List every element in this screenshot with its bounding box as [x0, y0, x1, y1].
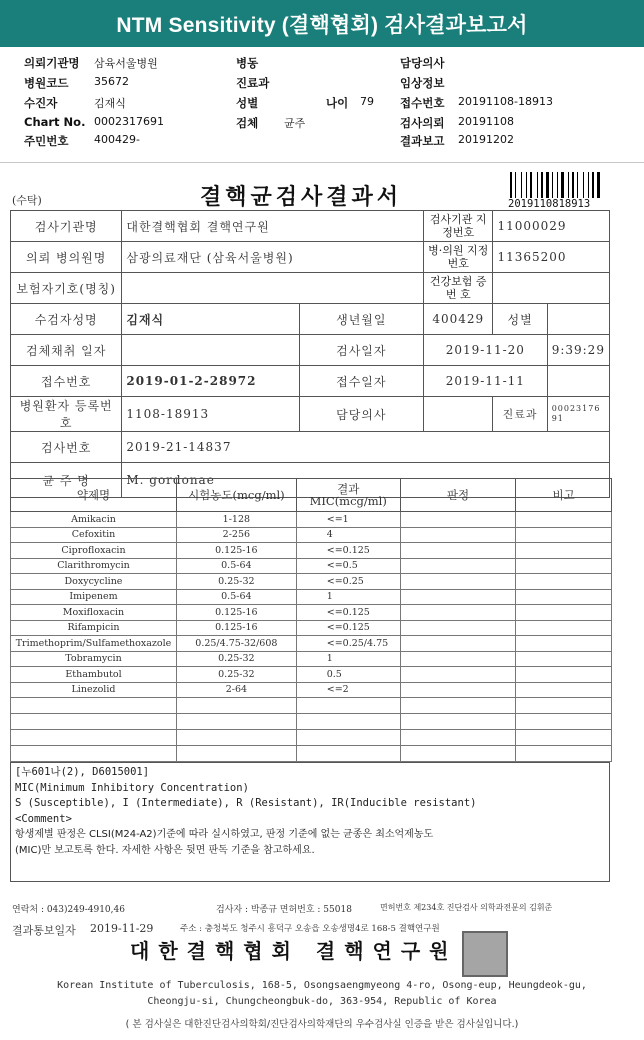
- drug-name: Ethambutol: [11, 667, 177, 683]
- barcode-bar: [541, 172, 543, 198]
- barcode-bar: [575, 172, 576, 198]
- empty-cell: [400, 698, 516, 714]
- empty-cell: [516, 730, 612, 746]
- drug-interpretation: [400, 512, 516, 528]
- drug-mic: <=0.125: [296, 543, 400, 559]
- drug-name: Tobramycin: [11, 651, 177, 667]
- barcode-bar: [528, 172, 529, 198]
- barcode-bar: [565, 172, 567, 198]
- drug-mic: 1: [296, 651, 400, 667]
- comment-text-1: 항생제별 판정은 CLSI(M24-A2)기준에 따라 실시하였고, 판정 기준에 없는 균종은 최소억제농도: [15, 829, 434, 840]
- barcode-bar: [526, 172, 527, 198]
- value-resident-no: 400429-: [94, 133, 140, 146]
- label-request-date: 검사의뢰: [400, 116, 445, 130]
- empty-cell: [176, 730, 296, 746]
- value-test-time: 9:39:29: [547, 335, 609, 366]
- drug-remarks: [516, 667, 612, 683]
- comment-mic: MIC(Minimum Inhibitory Concentration): [15, 781, 249, 794]
- drug-remarks: [516, 636, 612, 652]
- value-chart-no: 0002317691: [94, 115, 164, 128]
- label-chart-no: Chart No.: [24, 115, 86, 129]
- value-hospital: 삼광의료재단 (삼육서울병원): [122, 242, 424, 273]
- footer-contact: 연락처 : 043)249-4910,46: [12, 905, 125, 915]
- barcode-bar: [568, 172, 569, 198]
- footer-address-kr: 주소 : 충청북도 청주시 흥덕구 오송읍 오송생명4로 168-5 결핵연구원: [180, 924, 440, 934]
- barcode-number: 2019110818913: [508, 198, 591, 210]
- document-title: 결핵균검사결과서: [200, 184, 403, 210]
- table-row: [11, 667, 612, 683]
- drug-mic: <=0.5: [296, 558, 400, 574]
- header-drug: 약제명: [11, 479, 177, 512]
- label-receipt-no: 접수번호: [400, 96, 445, 110]
- label-registration-no: 병원환자 등록번호: [11, 397, 122, 432]
- comment-legend: S (Susceptible), I (Intermediate), R (Resistant), IR(Inducible resistant): [15, 797, 477, 809]
- label-department: 진료과: [236, 76, 270, 90]
- value-receipt-date: 2019-11-11: [423, 366, 547, 397]
- barcode-bar: [533, 172, 536, 198]
- drug-mic: 4: [296, 527, 400, 543]
- label-sex-report: 성별: [493, 304, 547, 335]
- label-receipt-number: 접수번호: [11, 366, 122, 397]
- empty-cell: [11, 714, 177, 730]
- value-institution: 삼육서울병원: [94, 57, 158, 70]
- value-patient: 김재식: [94, 97, 126, 110]
- header-result-line1: 결과: [337, 482, 360, 496]
- table-row: [11, 543, 612, 559]
- drug-interpretation: [400, 651, 516, 667]
- footer-tester: 검사자 : 박종규 면허번호 : 55018: [216, 905, 352, 915]
- drug-concentration: 0.25-32: [176, 667, 296, 683]
- drug-name: Moxifloxacin: [11, 605, 177, 621]
- label-institution: 의뢰기관명: [24, 56, 80, 70]
- organization-name: 대한결핵협회 결핵연구원: [130, 939, 458, 963]
- drug-name: Ciprofloxacin: [11, 543, 177, 559]
- footer-report-date: 2019-11-29: [90, 922, 154, 935]
- drug-mic: 1: [296, 589, 400, 605]
- label-age: 나이: [326, 96, 349, 110]
- drug-interpretation: [400, 620, 516, 636]
- barcode-bar: [557, 172, 558, 198]
- drug-concentration: 0.25/4.75-32/608: [176, 636, 296, 652]
- barcode-bar: [515, 172, 516, 198]
- label-sex: 성별: [236, 96, 259, 110]
- label-hospital-code: 병원코드: [24, 76, 69, 90]
- header-result-line2: MIC(mcg/ml): [309, 494, 387, 508]
- barcode-bar: [530, 172, 532, 198]
- barcode-bar: [521, 172, 522, 198]
- table-row-empty: [11, 714, 612, 730]
- drug-interpretation: [400, 605, 516, 621]
- value-test-date: 2019-11-20: [423, 335, 547, 366]
- barcode-bar: [510, 172, 512, 198]
- label-test-org-no: 검사기관 지정번호: [423, 211, 493, 242]
- drug-name: Imipenem: [11, 589, 177, 605]
- table-row: [11, 512, 612, 528]
- empty-cell: [176, 746, 296, 762]
- scanned-report: [0, 166, 644, 1040]
- label-insurer: 보험자기호(명칭): [11, 273, 122, 304]
- drug-remarks: [516, 620, 612, 636]
- value-examinee: 김재식: [122, 304, 299, 335]
- value-birth: 400429: [423, 304, 493, 335]
- label-test-org: 검사기관명: [11, 211, 122, 242]
- header-interpretation: 판정: [400, 479, 516, 512]
- official-seal: [462, 931, 508, 977]
- barcode-bar: [590, 172, 591, 198]
- certification-note: ( 본 검사실은 대한진단검사의학회/진단검사의학재단의 우수검사실 인증을 받은 검사실입니다.): [125, 1019, 519, 1030]
- value-dept-line2: 91: [551, 414, 564, 423]
- empty-cell: [516, 698, 612, 714]
- barcode-bar: [537, 172, 538, 198]
- drug-interpretation: [400, 636, 516, 652]
- consignment-tag: (수탁): [12, 194, 42, 207]
- table-row: [11, 651, 612, 667]
- empty-cell: [11, 746, 177, 762]
- barcode-bar: [570, 172, 571, 198]
- table-row-empty: [11, 698, 612, 714]
- barcode-bar: [595, 172, 596, 198]
- drug-remarks: [516, 589, 612, 605]
- value-receipt-no: 20191108-18913: [458, 95, 553, 108]
- value-test-number: 2019-21-14837: [122, 432, 610, 463]
- barcode-bar: [585, 172, 587, 198]
- label-receipt-date: 접수일자: [299, 366, 423, 397]
- barcode-bar: [597, 172, 600, 198]
- empty-cell: [516, 714, 612, 730]
- barcode-bar: [513, 172, 514, 198]
- label-doctor: 담당의사: [400, 56, 445, 70]
- value-sex-report: [547, 304, 609, 335]
- value-registration-no: 1108-18913: [122, 397, 299, 432]
- drug-remarks: [516, 574, 612, 590]
- drug-remarks: [516, 558, 612, 574]
- barcode-bar: [588, 172, 589, 198]
- empty-cell: [296, 714, 400, 730]
- table-row: [11, 636, 612, 652]
- empty-cell: [296, 746, 400, 762]
- label-resident-no: 주민번호: [24, 134, 69, 148]
- drug-name: Amikacin: [11, 512, 177, 528]
- drug-interpretation: [400, 527, 516, 543]
- drug-concentration: 2-64: [176, 682, 296, 698]
- report-title: NTM Sensitivity (결핵협회) 검사결과보고서: [116, 13, 528, 37]
- label-insurance-no: 건강보험 증 번 호: [423, 273, 493, 304]
- drug-interpretation: [400, 589, 516, 605]
- empty-cell: [400, 714, 516, 730]
- drug-concentration: 0.25-32: [176, 574, 296, 590]
- drug-name: Doxycycline: [11, 574, 177, 590]
- value-test-org: 대한결핵협회 결핵연구원: [122, 211, 424, 242]
- label-strain: 균 주 명: [11, 463, 122, 498]
- value-collect-date: [122, 335, 299, 366]
- value-manager: [423, 397, 493, 432]
- drug-mic: <=0.25/4.75: [296, 636, 400, 652]
- address-en-line2: Cheongju-si, Chungcheongbuk-do, 363-954, Republic of Korea: [147, 996, 497, 1007]
- label-specimen: 검체: [236, 116, 259, 130]
- value-hospital-no: 11365200: [493, 242, 610, 273]
- barcode-bar: [550, 172, 551, 198]
- table-row: [11, 574, 612, 590]
- header-result: [296, 479, 400, 512]
- label-collect-date: 검체채취 일자: [11, 335, 122, 366]
- label-result-date: 결과보고: [400, 134, 445, 148]
- drug-name: Linezolid: [11, 682, 177, 698]
- empty-cell: [400, 730, 516, 746]
- empty-cell: [296, 730, 400, 746]
- drug-interpretation: [400, 682, 516, 698]
- barcode-bar: [517, 172, 520, 198]
- table-row: [11, 589, 612, 605]
- drug-concentration: 0.125-16: [176, 543, 296, 559]
- value-result-date: 20191202: [458, 133, 514, 146]
- value-insurance-no: [493, 273, 610, 304]
- drug-mic: <=2: [296, 682, 400, 698]
- drug-name: Rifampicin: [11, 620, 177, 636]
- drug-remarks: [516, 527, 612, 543]
- drug-remarks: [516, 512, 612, 528]
- drug-mic: <=0.125: [296, 605, 400, 621]
- barcode-bar: [561, 172, 564, 198]
- patient-info-table: [10, 210, 610, 498]
- drug-concentration: 0.125-16: [176, 605, 296, 621]
- drug-concentration: 1-128: [176, 512, 296, 528]
- empty-cell: [11, 698, 177, 714]
- barcode-bar: [583, 172, 584, 198]
- empty-cell: [400, 746, 516, 762]
- barcode-bar: [572, 172, 574, 198]
- value-specimen: 균주: [284, 117, 306, 130]
- drug-concentration: 0.125-16: [176, 620, 296, 636]
- empty-cell: [516, 746, 612, 762]
- label-hospital: 의뢰 병의원명: [11, 242, 122, 273]
- drug-remarks: [516, 651, 612, 667]
- comment-code: [누601나(2), D6015001]: [15, 766, 150, 778]
- barcode-bar: [523, 172, 525, 198]
- table-row: [11, 620, 612, 636]
- barcode: [510, 172, 602, 198]
- barcode-bar: [552, 172, 553, 198]
- empty-cell: [176, 714, 296, 730]
- drug-interpretation: [400, 667, 516, 683]
- value-receipt-extra: [547, 366, 609, 397]
- value-strain: M. gordonae: [122, 463, 610, 498]
- value-dept-line1: 00023176: [551, 404, 601, 413]
- drug-mic: <=0.125: [296, 620, 400, 636]
- footer-report-date-label: 결과통보일자: [12, 924, 76, 937]
- drug-name: Trimethoprim/Sulfamethoxazole: [11, 636, 177, 652]
- drug-concentration: 2-256: [176, 527, 296, 543]
- empty-cell: [296, 698, 400, 714]
- value-receipt-number: 2019-01-2-28972: [122, 366, 299, 397]
- comment-text-2: (MIC)만 보고토록 한다. 자세한 사항은 뒷면 판독 기준을 참고하세요.: [15, 844, 315, 856]
- table-row: [11, 527, 612, 543]
- drug-susceptibility-table: [10, 478, 612, 762]
- drug-interpretation: [400, 543, 516, 559]
- header-remarks: 비고: [516, 479, 612, 512]
- address-en-line1: Korean Institute of Tuberculosis, 168-5, Osongsaengmyeong 4-ro, Osong-eup, Heungdeok-gu,: [57, 980, 587, 991]
- report-header-info: [24, 55, 634, 155]
- value-insurer: [122, 273, 424, 304]
- table-row: [11, 605, 612, 621]
- value-age: 79: [360, 95, 374, 108]
- value-test-org-no: 11000029: [493, 211, 610, 242]
- table-row: [11, 558, 612, 574]
- drug-table-body: [11, 512, 612, 762]
- barcode-bar: [546, 172, 549, 198]
- report-title-bar: [0, 0, 644, 47]
- barcode-bar: [554, 172, 556, 198]
- drug-mic: <=1: [296, 512, 400, 528]
- drug-interpretation: [400, 558, 516, 574]
- footer-doctor: 면허번호 제234호 진단검사 의학과전문의 김휘준: [380, 903, 553, 912]
- empty-cell: [11, 730, 177, 746]
- drug-remarks: [516, 605, 612, 621]
- label-hospital-no: 병·의원 지정번호: [423, 242, 493, 273]
- comment-heading: <Comment>: [15, 812, 72, 825]
- table-row-empty: [11, 746, 612, 762]
- label-dept: 진료과: [493, 397, 547, 432]
- value-request-date: 20191108: [458, 115, 514, 128]
- drug-mic: <=0.25: [296, 574, 400, 590]
- drug-mic: 0.5: [296, 667, 400, 683]
- label-test-date: 검사일자: [299, 335, 423, 366]
- drug-remarks: [516, 682, 612, 698]
- comment-box: [10, 762, 610, 882]
- barcode-bar: [579, 172, 582, 198]
- label-clinical-info: 임상정보: [400, 76, 445, 90]
- drug-interpretation: [400, 574, 516, 590]
- value-hospital-code: 35672: [94, 75, 129, 88]
- label-patient: 수진자: [24, 96, 58, 110]
- drug-concentration: 0.25-32: [176, 651, 296, 667]
- label-test-number: 검사번호: [11, 432, 122, 463]
- barcode-bar: [539, 172, 540, 198]
- drug-remarks: [516, 543, 612, 559]
- label-manager: 담당의사: [299, 397, 423, 432]
- header-divider: [0, 162, 644, 163]
- value-dept: [547, 397, 609, 432]
- drug-concentration: 0.5-64: [176, 589, 296, 605]
- barcode-bar: [592, 172, 594, 198]
- barcode-bar: [577, 172, 578, 198]
- label-ward: 병동: [236, 56, 259, 70]
- barcode-bar: [559, 172, 560, 198]
- label-birth: 생년월일: [299, 304, 423, 335]
- table-row: [11, 682, 612, 698]
- drug-name: Cefoxitin: [11, 527, 177, 543]
- label-examinee: 수검자성명: [11, 304, 122, 335]
- barcode-bar: [544, 172, 545, 198]
- drug-concentration: 0.5-64: [176, 558, 296, 574]
- header-concentration: 시험농도(mcg/ml): [176, 479, 296, 512]
- empty-cell: [176, 698, 296, 714]
- table-row-empty: [11, 730, 612, 746]
- drug-name: Clarithromycin: [11, 558, 177, 574]
